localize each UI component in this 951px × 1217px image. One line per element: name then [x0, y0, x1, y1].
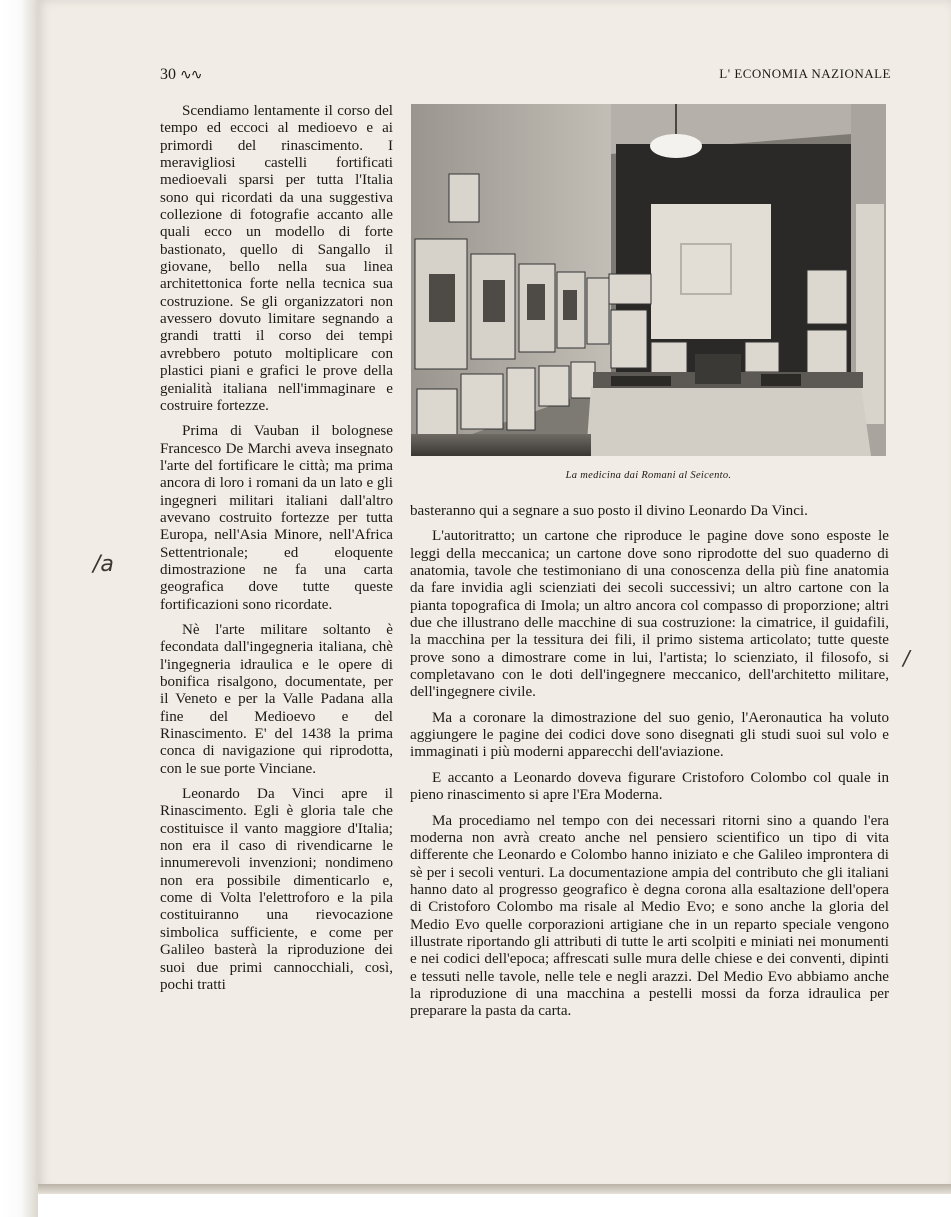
paragraph: basteranno qui a segnare a suo posto il divino Leonardo Da Vinci. — [410, 503, 808, 519]
exhibition-photo — [411, 104, 886, 456]
paragraph: Ma a coronare la dimostrazione del suo genio, l'Aeronautica ha voluto aggiungere le pagine dei codici dove sono disegnati gli studi suoi sul volo e immaginati i più moderni apparecchi dell'aviazione. — [410, 709, 889, 761]
handwritten-margin-note: / — [903, 646, 910, 670]
paragraph: L'autoritratto; un cartone che riproduce le pagine dove sono esposte le leggi della meccanica; un cartone dove sono riprodotte del suo quaderno di anatomia, tavole che testimoniano di una conoscenza della più fine anatomia da fare invidia agli scienziati dei secoli successivi; un altro cartone con la pianta topografica di Imola; un altro ancora col compasso di proporzione; altri due che illustrano delle macchine di sua costruzione: la cimatrice, il guidafili, la macchina per la tessitura dei fili, il primo sistema articolato; tutte queste prove sono a dimostrare come in lui, l'artista; lo scienziato, il filosofo, si completavano con le doti dell'ingegnere meccanico, dell'architetto militare, dell'ingegnere civile. — [410, 528, 889, 701]
exhibition-room-photo — [411, 104, 886, 456]
ornament-icon: ∿∿ — [180, 68, 202, 83]
figure-caption: La medicina dai Romani al Seicento. — [565, 470, 732, 481]
right-text-column — [410, 503, 889, 1029]
paragraph: Prima di Vauban il bolognese Francesco De Marchi aveva insegnato l'arte del fortificare le città; ma prima ancora di loro i romani da un lato e gli ingegneri militari italiani dall'altro avevano costruito fortezze per tutta Europa, nell'Asia Minore, nell'Africa Settentrionale; ed eloquente dimostrazione ne fa una carta geografica dove tutte queste fortificazioni sono ricordate. — [160, 423, 393, 613]
paragraph: E accanto a Leonardo doveva figurare Cristoforo Colombo col quale in pieno rinascimento si apre l'Era Moderna. — [410, 769, 889, 804]
binding-spine — [0, 0, 38, 1217]
journal-title: L' ECONOMIA NAZIONALE — [719, 66, 891, 81]
handwritten-margin-note: /a — [93, 552, 114, 577]
paragraph: Scendiamo lentamente il corso del tempo ed eccoci al medioevo e ai primordi del rinascimento. I meravigliosi castelli fortificati medioevali sparsi per tutta l'Italia sono qui ricordati da una suggestiva collezione di fotografie accanto alle quali ecco un modello di forte bastionato, quello di Sangallo il giovane, bello nella sua linea architettonica forte nella tecnica sua costruzione. Se gli organizzatori non avessero dovuto limitare segnando a grandi tratti il corso dei tempi avrebbero potuto moltiplicare con plastici piani e grafici le prove della genialità italiana nell'immaginare e costruire fortezze. — [160, 103, 393, 414]
paragraph: Ma procediamo nel tempo con dei necessari ritorni sino a quando l'era moderna non avrà creato anche nel pensiero scientifico un tipo di vita differente che Leonardo e Colombo hanno iniziato e che Galileo improntera di sè per i secoli venturi. La documentazione ampia del contributo che gli italiani hanno dato al progresso geografico è degna corona alla esaltazione dell'opera di Cristoforo Colombo ma risale al Medio Evo; e sono anche la gloria del Medio Evo quelle corporazioni artigiane che in un reparto speciale vengono illustrate riportando gli attributi di tutte le arti scolpiti e miniati nei monumenti e nei codici dell'epoca; affrescati sulle mura delle chiese e dei conventi, dipinti e tessuti nelle tavole, nelle tele e negli arazzi. Del Medio Evo abbiamo anche la riproduzione di una macchina a pestelli mossi da forza idraulica per preparare la pasta da carta. — [410, 812, 889, 1020]
left-text-column — [160, 103, 393, 1002]
page-bottom-edge — [38, 1184, 951, 1194]
paragraph: Nè l'arte militare soltanto è fecondata dall'ingegneria italiana, chè l'ingegneria idraulica e le opere di bonifica risalgono, documentate, per il Veneto e per la Valle Padana alla fine del Medioevo e del Rinascimento. E' del 1438 la prima conca di navigazione qui riprodotta, con le sue porte Vinciane. — [160, 621, 393, 777]
page-number: 30 ∿∿ — [160, 66, 202, 83]
paragraph: Leonardo Da Vinci apre il Rinascimento. Egli è gloria tale che costituisce il vanto maggiore d'Italia; non era il caso di rivendicarne le innumerevoli invenzioni; nondimeno non era possibile dimenticarlo e, come di Volta l'elettroforo e la pila costituiranno una rievocazione simbolica sufficiente, e come per Galileo basterà la riproduzione dei suoi due primi cannocchiali, così, pochi tratti — [160, 786, 393, 993]
